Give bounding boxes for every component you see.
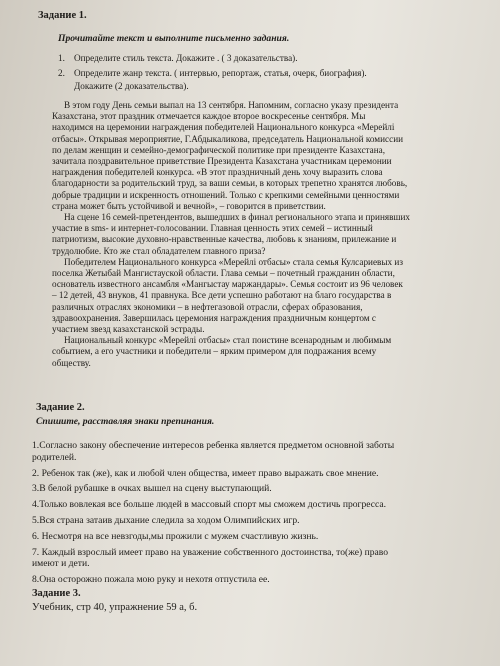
task1-item-1: 1. Определите стиль текста. Докажите . ( 3 доказательства). [58, 53, 298, 63]
text-line: участие в sms- и интернет-голосовании. Главная ценность этих семей – истинный [52, 223, 373, 234]
text-line: патриотизм, высокие духовно-нравственные качества, любовь к знаниям, прилежание и [52, 234, 397, 245]
task1-instruction: Прочитайте текст и выполните письменно задания. [58, 33, 290, 44]
task1-item-2: 2. Определите жанр текста. ( интервью, репортаж, статья, очерк, биография). [58, 68, 367, 78]
text-line: здравоохранения. Завершилась церемония награждения праздничным концертом с [52, 312, 376, 323]
text-line: Казахстана, этот праздник отмечается каждое второе воскресенье сентября. Мы [52, 111, 366, 122]
task1-title: Задание 1. [38, 10, 87, 21]
text-line: – 12 детей, 43 внуков, 41 правнука. Все дети успешно работают на благо государства в [52, 290, 392, 301]
text-line: На сцене 16 семей-претендентов, вышедших в финал регионального этапа и принявших [64, 212, 411, 223]
sentence-line: 7. Каждый взрослый имеет право на уважение собственного достоинства, то(же) право [32, 546, 389, 558]
sentence-line: 5.Вся страна затаив дыхание следила за ходом Олимпийских игр. [32, 514, 300, 526]
sentence-line: родителей. [32, 451, 77, 463]
sentence-line: 1.Согласно закону обеспечение интересов ребенка является предметом основной заботы [32, 440, 395, 451]
text-line: зачитала поздравительное приветствие Президента Казахстана участникам церемонии [52, 156, 392, 167]
reading-text [52, 100, 472, 369]
text-line: страна может быть устойчивой и вечной», – говорится в приветствии. [52, 200, 326, 211]
text-line: обществу. [52, 357, 91, 368]
text-line: участием звезд казахстанской эстрады. [52, 324, 205, 335]
text-line: основатель известного ансамбля «Мангыстау маржандары». Семья состоит из 96 человек [52, 279, 403, 290]
text-line: событием, а его участники и победители – ярким примером для подражания всему [52, 346, 377, 357]
sentence-line: 3.В белой рубашке в очках вышел на сцену выступающий. [32, 483, 272, 495]
text-line: Победителем Национального конкурса «Мерейлі отбасы» стала семья Кулсариевых из [64, 256, 403, 267]
text-line: отбасы». Открывая мероприятие, Г.Абдыкаликова, председатель Национальной комиссии [52, 133, 404, 144]
text-line: различных отраслях экономики – в нефтегазовой отрасли, сферах образования, [52, 301, 363, 312]
task2-sentences [32, 440, 472, 586]
text-line: поселка Жетыбай Мангистауской области. Глава семьи – почетный гражданин области, [52, 268, 395, 279]
sentence-line: 8.Она осторожно пожала мою руку и нехотя отпустила ее. [32, 574, 270, 586]
sentence-line: 2. Ребенок так (же), как и любой член общества, имеет право выражать свое мнение. [32, 467, 379, 479]
task3-title: Задание 3. [32, 588, 81, 599]
sentence-line: имеют и дети. [32, 558, 90, 570]
text-line: трудолюбие. Кто же стал обладателем главного приза? [52, 245, 266, 256]
task3-text: Учебник, стр 40, упражнение 59 а, б. [32, 602, 198, 613]
sentence-line: 6. Несмотря на все невзгоды,мы прожили с мужем счастливую жизнь. [32, 530, 319, 542]
sentence-line: 4.Только вовлекая все больше людей в массовый спорт мы сможем достичь прогресса. [32, 499, 387, 511]
text-line: находимся на церемонии награждения победителей Национального конкурса «Мерейлі [52, 122, 395, 133]
text-line: Национальный конкурс «Мерейлі отбасы» стал поистине всенародным и любимым [64, 335, 392, 346]
text-line: добрые традиции и искренность отношений. Только с крепкими семейными ценностями [52, 189, 400, 200]
text-line: по делам женщин и семейно-демографической политике при президенте Казахстана, [52, 144, 386, 155]
text-line: благодарности за родительский труд, за ваши семьи, в которых трепетно хранятся любовь, [52, 178, 408, 189]
text-line: В этом году День семьи выпал на 13 сентября. Напомним, согласно указу президента [64, 100, 399, 110]
text-line: награждения победителей конкурса. «В этот праздничный день хочу выразить слова [52, 167, 383, 178]
task2-instruction: Спишите, расставляя знаки препинания. [36, 416, 215, 427]
task1-item-2-cont: Докажите (2 доказательства). [74, 81, 189, 91]
task2-title: Задание 2. [36, 402, 85, 413]
